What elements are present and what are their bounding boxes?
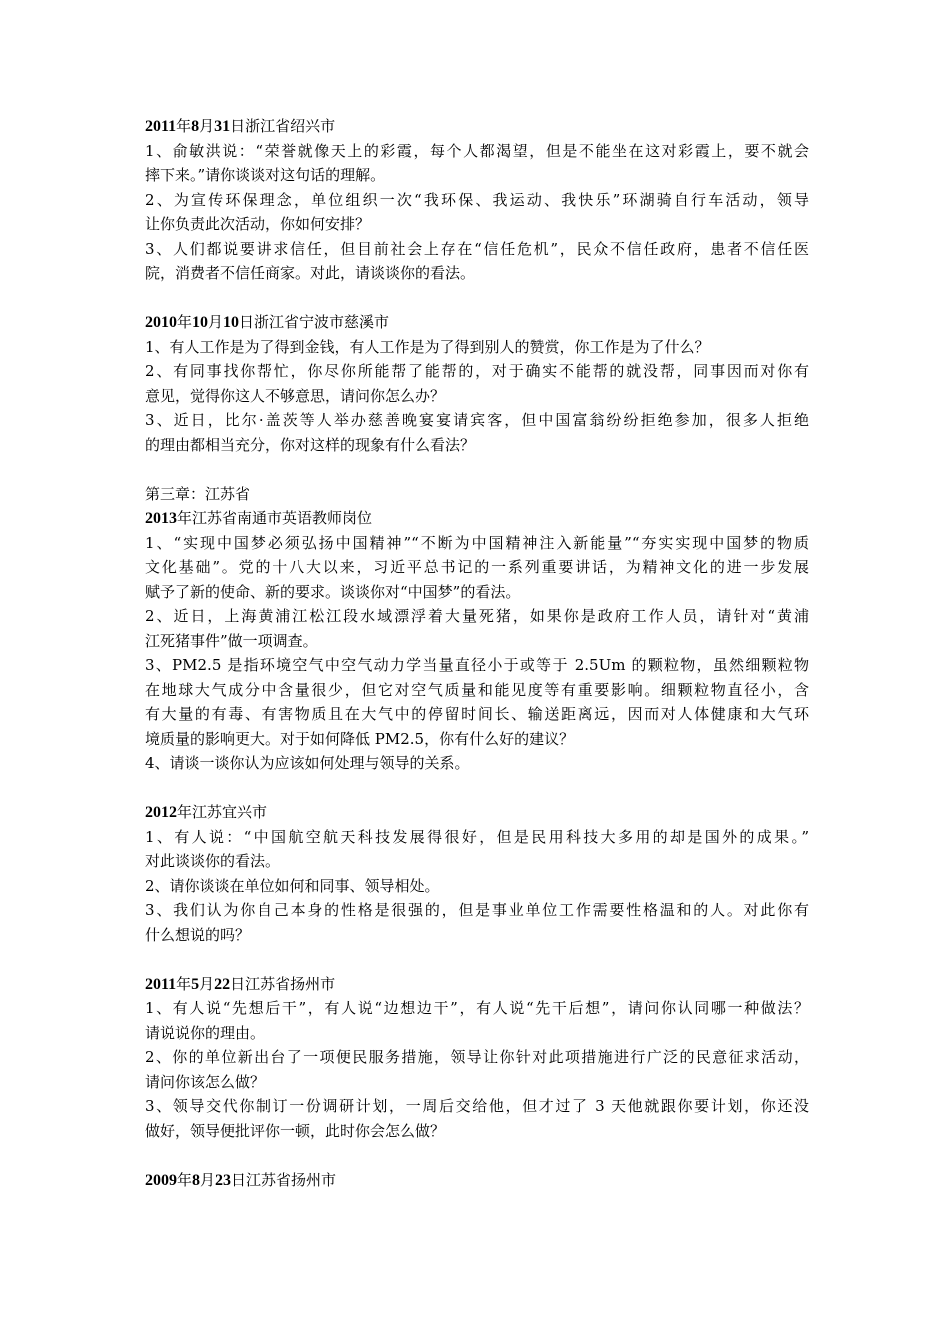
heading-number: 2011 <box>145 975 177 993</box>
heading-number: 10 <box>223 314 240 331</box>
question-line: 2、近日，上海黄浦江松江段水域漂浮着大量死猪，如果你是政府工作人员，请针对“黄浦 <box>145 607 809 625</box>
question-line: 1、“实现中国梦必须弘扬中国精神”“不断为中国精神注入新能量”“夯实实现中国梦的物质 <box>145 533 809 552</box>
question-line: 2、你的单位新出台了一项便民服务措施，领导让你针对此项措施进行广泛的民意征求活动， <box>145 1048 809 1066</box>
section-heading <box>145 310 809 335</box>
heading-number: 2013 <box>145 510 177 527</box>
section-heading <box>145 1168 809 1193</box>
question-line: 1、有人工作是为了得到金钱，有人工作是为了得到别人的赞赏，你工作是为了什么？ <box>145 337 710 356</box>
question-line: 2、有同事找你帮忙，你尽你所能帮了能帮的，对于确实不能帮的就没帮，同事因而对你有 <box>145 362 809 380</box>
heading-text: 日江苏省扬州市 <box>230 974 336 993</box>
question-line: 3、我们认为你自己本身的性格是很强的，但是事业单位工作需要性格温和的人。对此你有 <box>145 901 809 919</box>
heading-text: 日浙江省绍兴市 <box>230 117 336 135</box>
question-line: 摔下来。”请你谈谈对这句话的理解。 <box>145 166 386 184</box>
question-line: 1、有人说“先想后干”，有人说“边想边干”，有人说“先干后想”，请问你认同哪一种做法？ <box>145 999 809 1017</box>
heading-text: 月 <box>199 974 215 993</box>
question-line: 3、近日，比尔·盖茨等人举办慈善晚宴宴请宾客，但中国富翁纷纷拒绝参加，很多人拒绝 <box>145 411 809 429</box>
paragraph-gap <box>145 286 809 311</box>
section-heading <box>145 800 809 825</box>
heading-text: 年 <box>177 313 193 331</box>
heading-text: 年 <box>177 1170 193 1189</box>
paragraph-gap <box>145 1143 809 1168</box>
question-line: 让你负责此次活动，你如何安排？ <box>145 215 371 233</box>
heading-text: 日浙江省宁波市慈溪市 <box>239 313 390 331</box>
question-line: 3、领导交代你制订一份调研计划，一周后交给他，但才过了 3 天他就跟你要计划，你还没 <box>145 1097 809 1115</box>
question-line: 3、PM2.5 是指环境空气中空气动力学当量直径小于或等于 2.5Um 的颗粒物，虽然细颗粒物 <box>145 656 809 674</box>
heading-text: 月 <box>208 313 224 331</box>
paragraph-gap <box>145 947 809 972</box>
heading-number: 8 <box>192 1171 201 1189</box>
question-line: 4、请谈一谈你认为应该如何处理与领导的关系。 <box>145 754 470 772</box>
heading-number: 2011 <box>145 118 177 135</box>
question-line: 院，消费者不信任商家。对此，请谈谈你的看法。 <box>145 264 476 282</box>
heading-number: 10 <box>192 314 209 331</box>
question-line: 2、请你谈谈在单位如何和同事、领导相处。 <box>145 876 440 895</box>
question-line: 2、为宣传环保理念，单位组织一次“我环保、我运动、我快乐”环湖骑自行车活动，领导 <box>145 190 809 209</box>
question-line: 请问你该怎么做？ <box>145 1072 266 1091</box>
question-line: 3、人们都说要讲求信任，但目前社会上存在“信任危机”，民众不信任政府，患者不信任医 <box>145 239 809 258</box>
section-heading <box>145 972 809 997</box>
question-line: 1、有人说：“中国航空航天科技发展得很好，但是民用科技大多用的却是国外的成果。” <box>145 827 809 846</box>
heading-text: 年 <box>176 117 192 135</box>
question-line: 文化基础”。党的十八大以来，习近平总书记的一系列重要讲话，为精神文化的进一步发展 <box>145 558 809 576</box>
heading-text: 日江苏省扬州市 <box>231 1170 337 1189</box>
document-page <box>145 114 809 1192</box>
question-line: 有大量的有毒、有害物质且在大气中的停留时间长、输送距离远，因而对人体健康和大气环 <box>145 705 809 723</box>
heading-number: 23 <box>215 1171 232 1189</box>
question-line: 做好，领导便批评你一顿，此时你会怎么做？ <box>145 1121 446 1140</box>
heading-number: 8 <box>191 118 200 135</box>
section-heading <box>145 114 809 139</box>
question-line: 什么想说的吗？ <box>145 925 251 944</box>
question-line: 对此谈谈你的看法。 <box>145 852 281 870</box>
heading-text: 年 <box>176 974 192 993</box>
chapter-title: 第三章：江苏省 <box>145 484 251 503</box>
paragraph-gap <box>145 776 809 801</box>
heading-number: 31 <box>214 118 231 135</box>
question-line: 境质量的影响更大。对于如何降低 PM2.5，你有什么好的建议？ <box>145 729 575 748</box>
question-line: 请说说你的理由。 <box>145 1023 266 1042</box>
heading-text: 年江苏宜兴市 <box>177 803 268 821</box>
heading-text: 年江苏省南通市英语教师岗位 <box>177 509 373 527</box>
heading-number: 22 <box>214 975 231 993</box>
question-line: 1、俞敏洪说：“荣誉就像天上的彩霞，每个人都渴望，但是不能坐在这对彩霞上，要不就会 <box>145 141 809 160</box>
heading-text: 月 <box>200 1170 216 1189</box>
question-line: 江死猪事件”做一项调查。 <box>145 631 318 650</box>
paragraph-gap <box>145 457 809 482</box>
question-line: 赋予了新的使命、新的要求。谈谈你对“中国梦”的看法。 <box>145 582 521 601</box>
heading-number: 2010 <box>145 314 177 331</box>
question-line: 的理由都相当充分，你对这样的现象有什么看法？ <box>145 435 476 454</box>
section-heading <box>145 506 809 531</box>
question-line: 在地球大气成分中含量很少，但它对空气质量和能见度等有重要影响。细颗粒物直径小，含 <box>145 680 809 699</box>
heading-number: 2012 <box>145 804 177 821</box>
heading-text: 月 <box>199 117 215 135</box>
question-line: 意见，觉得你这人不够意思，请问你怎么办？ <box>145 386 446 405</box>
heading-number: 2009 <box>145 1171 177 1189</box>
heading-number: 5 <box>191 975 200 993</box>
